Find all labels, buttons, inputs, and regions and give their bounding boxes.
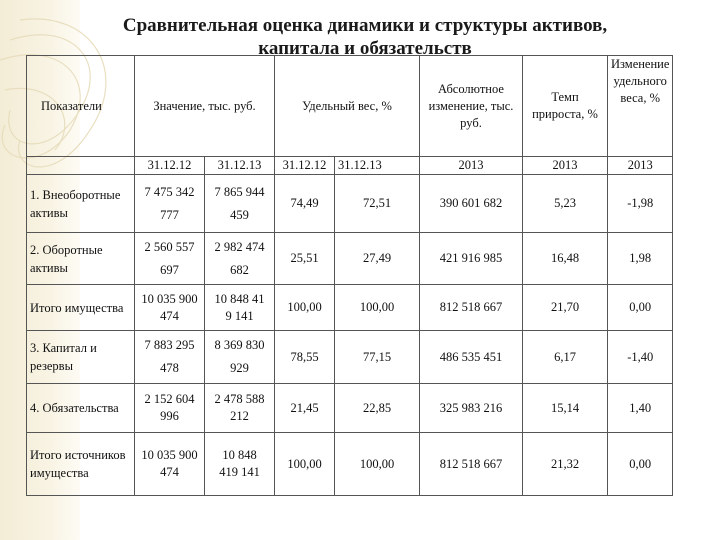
growth-rate: 21,70 [523, 285, 608, 331]
value-2012: 7 883 295 478 [135, 331, 205, 384]
row-indicator: 4. Обязательства [27, 384, 135, 433]
header-share: Удельный вес, % [275, 56, 420, 157]
abs-change: 486 535 451 [420, 331, 523, 384]
abs-change: 325 983 216 [420, 384, 523, 433]
row-indicator: 3. Капитал и резервы [27, 331, 135, 384]
growth-rate: 5,23 [523, 175, 608, 233]
header-share-change: Изменение удельного веса, % [608, 56, 673, 157]
table-row [27, 331, 673, 384]
slide-title [60, 14, 670, 60]
share-2012: 100,00 [275, 285, 335, 331]
share-2013: 22,85 [335, 384, 420, 433]
title-line-2: капитала и обязательств [258, 38, 472, 59]
value-2013: 10 848 41 9 141 [205, 285, 275, 331]
share-2012: 25,51 [275, 233, 335, 285]
share-change: 1,40 [608, 384, 673, 433]
comparison-table [26, 55, 673, 496]
share-2013: 72,51 [335, 175, 420, 233]
header-indicators: Показатели [27, 56, 135, 157]
header-growth-rate: Темп прироста, % [523, 56, 608, 157]
header-value: Значение, тыс. руб. [135, 56, 275, 157]
subheader-date: 31.12.12 [275, 157, 335, 175]
table-row [27, 175, 673, 233]
share-2013: 100,00 [335, 433, 420, 496]
subheader-date: 31.12.12 [135, 157, 205, 175]
table-row [27, 433, 673, 496]
abs-change: 812 518 667 [420, 285, 523, 331]
share-2012: 78,55 [275, 331, 335, 384]
growth-rate: 15,14 [523, 384, 608, 433]
share-change: -1,40 [608, 331, 673, 384]
title-line-1: Сравнительная оценка динамики и структуры активов, [122, 15, 608, 36]
growth-rate: 16,48 [523, 233, 608, 285]
share-2013: 27,49 [335, 233, 420, 285]
subheader-date: 31.12.13 [205, 157, 275, 175]
table-row [27, 233, 673, 285]
subheader-empty [27, 157, 135, 175]
value-2013: 2 982 474 682 [205, 233, 275, 285]
share-change: 1,98 [608, 233, 673, 285]
value-2012: 10 035 900 474 [135, 433, 205, 496]
value-2013: 8 369 830 929 [205, 331, 275, 384]
value-2013: 10 848 419 141 [205, 433, 275, 496]
row-indicator: 1. Внеоборотные активы [27, 175, 135, 233]
row-indicator: 2. Оборотные активы [27, 233, 135, 285]
abs-change: 812 518 667 [420, 433, 523, 496]
table-row [27, 285, 673, 331]
share-2013: 100,00 [335, 285, 420, 331]
abs-change: 421 916 985 [420, 233, 523, 285]
value-2012: 2 560 557 697 [135, 233, 205, 285]
share-2012: 100,00 [275, 433, 335, 496]
subheader-year: 2013 [420, 157, 523, 175]
table-subheader-row [27, 157, 673, 175]
value-2013: 2 478 588 212 [205, 384, 275, 433]
value-2012: 2 152 604 996 [135, 384, 205, 433]
value-2013: 7 865 944 459 [205, 175, 275, 233]
abs-change: 390 601 682 [420, 175, 523, 233]
share-2013: 77,15 [335, 331, 420, 384]
subheader-year: 2013 [608, 157, 673, 175]
subheader-year: 2013 [523, 157, 608, 175]
row-indicator: Итого источников имущества [27, 433, 135, 496]
header-abs-change: Абсолютное изменение, тыс. руб. [420, 56, 523, 157]
share-2012: 21,45 [275, 384, 335, 433]
table-header-row [27, 56, 673, 157]
table-row [27, 384, 673, 433]
share-change: 0,00 [608, 285, 673, 331]
share-2012: 74,49 [275, 175, 335, 233]
subheader-date: 31.12.13 [335, 157, 420, 175]
share-change: 0,00 [608, 433, 673, 496]
growth-rate: 6,17 [523, 331, 608, 384]
value-2012: 10 035 900 474 [135, 285, 205, 331]
share-change: -1,98 [608, 175, 673, 233]
growth-rate: 21,32 [523, 433, 608, 496]
row-indicator: Итого имущества [27, 285, 135, 331]
value-2012: 7 475 342 777 [135, 175, 205, 233]
